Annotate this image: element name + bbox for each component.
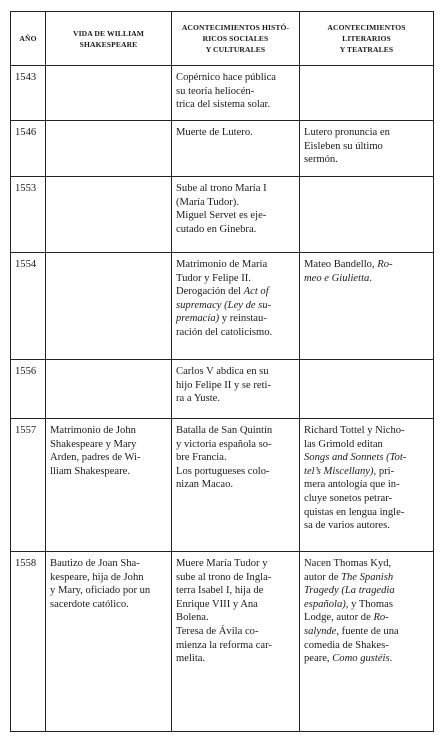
- historical-cell: Copérnico hace pública su teoría heliocén- trica del sistema solar.: [172, 66, 300, 121]
- year-cell: 1543: [11, 66, 46, 121]
- historical-cell: Sube al trono María I (María Tudor). Miguel Servet es eje- cutado en Ginebra.: [172, 177, 300, 253]
- year-cell: 1546: [11, 121, 46, 177]
- literary-title: Ro- salynde: [304, 612, 389, 637]
- table-row: [11, 66, 434, 121]
- life-cell: Matrimonio de John Shakespeare y Mary Arden, padres de Wi- lliam Shakespeare.: [46, 419, 172, 552]
- literary-cell: [300, 360, 434, 419]
- table-row: [11, 552, 434, 732]
- table-row: [11, 360, 434, 419]
- header-year: AÑO: [11, 12, 46, 66]
- literary-text: , y Thomas Lodge, autor de: [304, 598, 393, 624]
- table-row: [11, 419, 434, 552]
- literary-cell: Lutero pronuncia en Eisleben su último sermón.: [300, 121, 434, 177]
- life-cell: [46, 121, 172, 177]
- historical-text: Matrimonio de María Tudor y Felipe II. Derogación del: [176, 259, 268, 298]
- header-historical: ACONTECIMIENTOS HISTÓ- RICOS SOCIALES Y CULTURALES: [172, 12, 300, 66]
- literary-text: , pri- mera antología que in- cluye sonetos petrar- quistas en lengua ingle- sa de varios autores.: [304, 465, 405, 532]
- header-life: VIDA DE WILLIAM SHAKESPEARE: [46, 12, 172, 66]
- literary-cell: [300, 177, 434, 253]
- historical-cell: Muerte de Lutero.: [172, 121, 300, 177]
- literary-text: Richard Tottel y Nicho- las Grimold editan: [304, 425, 405, 450]
- table-row: [11, 121, 434, 177]
- year-cell: 1554: [11, 253, 46, 360]
- literary-text: Mateo Bandello,: [304, 259, 378, 270]
- literary-text: , fuente de una comedia de Shakes- peare,: [304, 625, 399, 665]
- literary-cell: [300, 253, 434, 360]
- historical-cell: Carlos V abdica en su hijo Felipe II y se reti- ra a Yuste.: [172, 360, 300, 419]
- year-cell: 1556: [11, 360, 46, 419]
- literary-cell: [300, 552, 434, 732]
- historical-title: Act of supremacy (Ley de su- premacía): [176, 286, 272, 325]
- historical-text: y reinstau- ración del catolicismo.: [176, 313, 273, 338]
- life-cell: [46, 360, 172, 419]
- literary-cell: [300, 419, 434, 552]
- year-cell: 1557: [11, 419, 46, 552]
- life-cell: [46, 66, 172, 121]
- literary-title: Como gustéis: [332, 653, 390, 665]
- life-cell: Bautizo de Joan Sha- kespeare, hija de John y Mary, oficiado por un sacerdote católico.: [46, 552, 172, 732]
- table-row: [11, 177, 434, 253]
- life-cell: [46, 177, 172, 253]
- year-cell: 1558: [11, 552, 46, 732]
- header-literary: ACONTECIMIENTOS LITERARIOS Y TEATRALES: [300, 12, 434, 66]
- year-cell: 1553: [11, 177, 46, 253]
- header-row: [11, 12, 434, 66]
- literary-text: Nacen Thomas Kyd, autor de: [304, 558, 392, 583]
- literary-title: Ro- meo e Giulietta: [304, 259, 393, 284]
- literary-cell: [300, 66, 434, 121]
- life-cell: [46, 253, 172, 360]
- chronology-table: [10, 11, 434, 732]
- literary-title: The Spanish Tragedy (La tragedia española): [304, 571, 395, 610]
- table-row: [11, 253, 434, 360]
- literary-text: .: [369, 272, 372, 284]
- historical-cell: Batalla de San Quintín y victoria española so- bre Francia. Los portugueses colo- nizan Macao.: [172, 419, 300, 552]
- historical-cell: Muere María Tudor y sube al trono de Ingla- terra Isabel I, hija de Enrique VIII y Ana Bolena. Teresa de Ávila co- mienza la reforma car- melita.: [172, 552, 300, 732]
- literary-title: Songs and Sonnets (Tot- tel’s Miscellany): [304, 452, 407, 477]
- historical-cell: [172, 253, 300, 360]
- literary-text: .: [389, 653, 393, 665]
